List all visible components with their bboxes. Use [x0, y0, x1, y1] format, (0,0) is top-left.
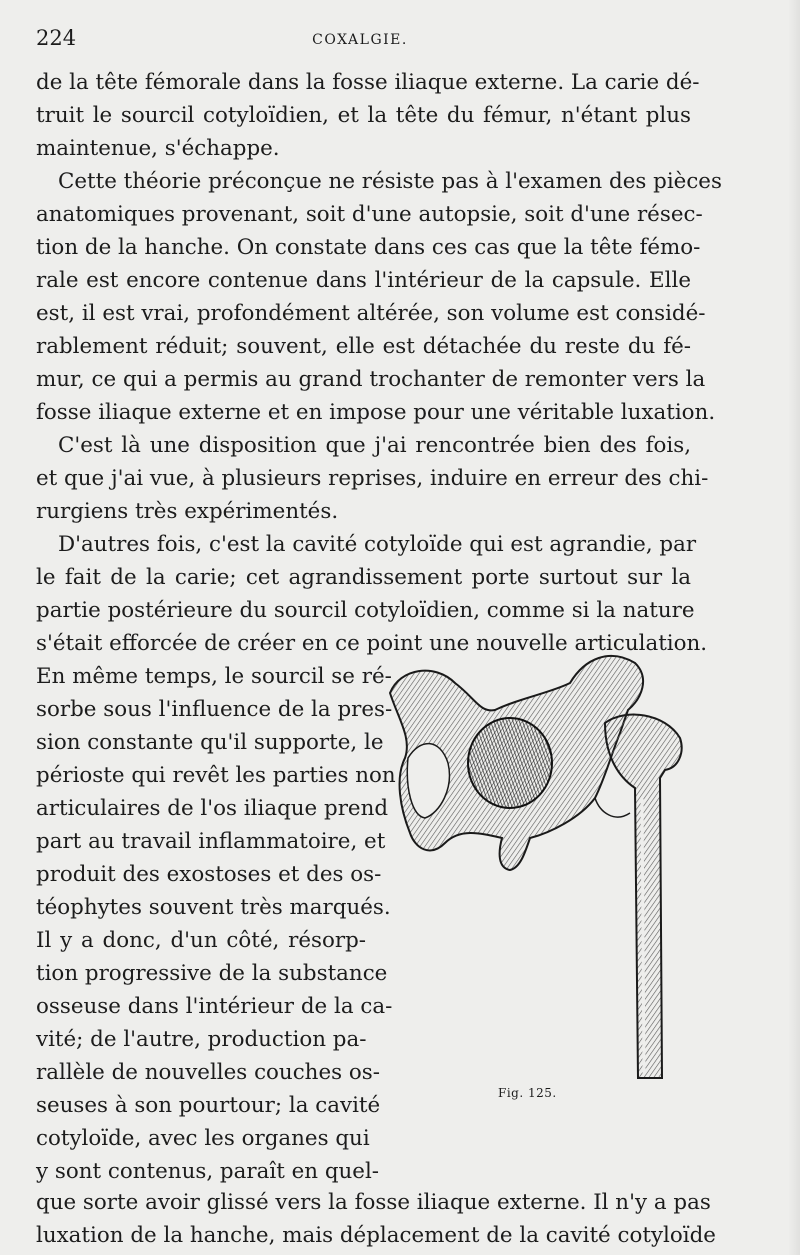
text-line: rale est encore contenue dans l'intérieur de la capsule. Elle [36, 268, 691, 293]
page-number: 224 [36, 26, 77, 50]
text-line: y sont contenus, paraît en quel- [36, 1159, 380, 1184]
text-line: rablement réduit; souvent, elle est détachée du reste du fé- [36, 334, 691, 359]
text-line: Cette théorie préconçue ne résiste pas à l'examen des pièces [58, 169, 722, 194]
text-line: cotyloïde, avec les organes qui [36, 1126, 370, 1151]
text-line: seuses à son pourtour; la cavité [36, 1093, 381, 1118]
text-line: anatomiques provenant, soit d'une autopsie, soit d'une résec- [36, 202, 703, 227]
text-line: rurgiens très expérimentés. [36, 499, 339, 524]
pelvis-femur-illustration [380, 638, 692, 1088]
text-line: luxation de la hanche, mais déplacement de la cavité cotyloïde [36, 1223, 716, 1248]
figure-caption: Fig. 125. [498, 1086, 557, 1100]
text-line: mur, ce qui a permis au grand trochanter de remonter vers la [36, 367, 706, 392]
text-line: tion de la hanche. On constate dans ces cas que la tête fémo- [36, 235, 701, 260]
text-line: C'est là une disposition que j'ai rencontrée bien des fois, [58, 433, 691, 458]
text-line: sion constante qu'il supporte, le [36, 730, 384, 755]
text-line: truit le sourcil cotyloïdien, et la tête du fémur, n'étant plus [36, 103, 691, 128]
text-line: partie postérieure du sourcil cotyloïdien, comme si la nature [36, 598, 695, 623]
text-line: périoste qui revêt les parties non [36, 763, 396, 788]
text-line: rallèle de nouvelles couches os- [36, 1060, 380, 1085]
running-title: COXALGIE. [312, 32, 408, 48]
text-line: En même temps, le sourcil se ré- [36, 664, 392, 689]
text-line: osseuse dans l'intérieur de la ca- [36, 994, 393, 1019]
text-line: D'autres fois, c'est la cavité cotyloïde qui est agrandie, par [58, 532, 697, 557]
text-line: est, il est vrai, profondément altérée, son volume est considé- [36, 301, 706, 326]
acetabulum-cavity [468, 718, 552, 808]
text-line: le fait de la carie; cet agrandissement porte surtout sur la [36, 565, 691, 590]
page-header [30, 26, 690, 56]
text-line: sorbe sous l'influence de la pres- [36, 697, 393, 722]
text-line: articulaires de l'os iliaque prend [36, 796, 389, 821]
text-line: de la tête fémorale dans la fosse iliaque externe. La carie dé- [36, 70, 700, 95]
page-edge-shadow [788, 0, 800, 1255]
text-line: fosse iliaque externe et en impose pour une véritable luxation. [36, 400, 716, 425]
text-line: produit des exostoses et des os- [36, 862, 382, 887]
text-line: que sorte avoir glissé vers la fosse iliaque externe. Il n'y a pas [36, 1190, 711, 1215]
text-line: vité; de l'autre, production pa- [36, 1027, 367, 1052]
text-line: téophytes souvent très marqués. [36, 895, 391, 920]
text-line: Il y a donc, d'un côté, résorp- [36, 928, 366, 953]
text-line: part au travail inflammatoire, et [36, 829, 386, 854]
text-line: et que j'ai vue, à plusieurs reprises, induire en erreur des chi- [36, 466, 709, 491]
text-line: s'était efforcée de créer en ce point une nouvelle articulation. [36, 631, 708, 656]
text-line: maintenue, s'échappe. [36, 136, 280, 161]
figure-125 [380, 638, 692, 1108]
text-line: tion progressive de la substance [36, 961, 388, 986]
